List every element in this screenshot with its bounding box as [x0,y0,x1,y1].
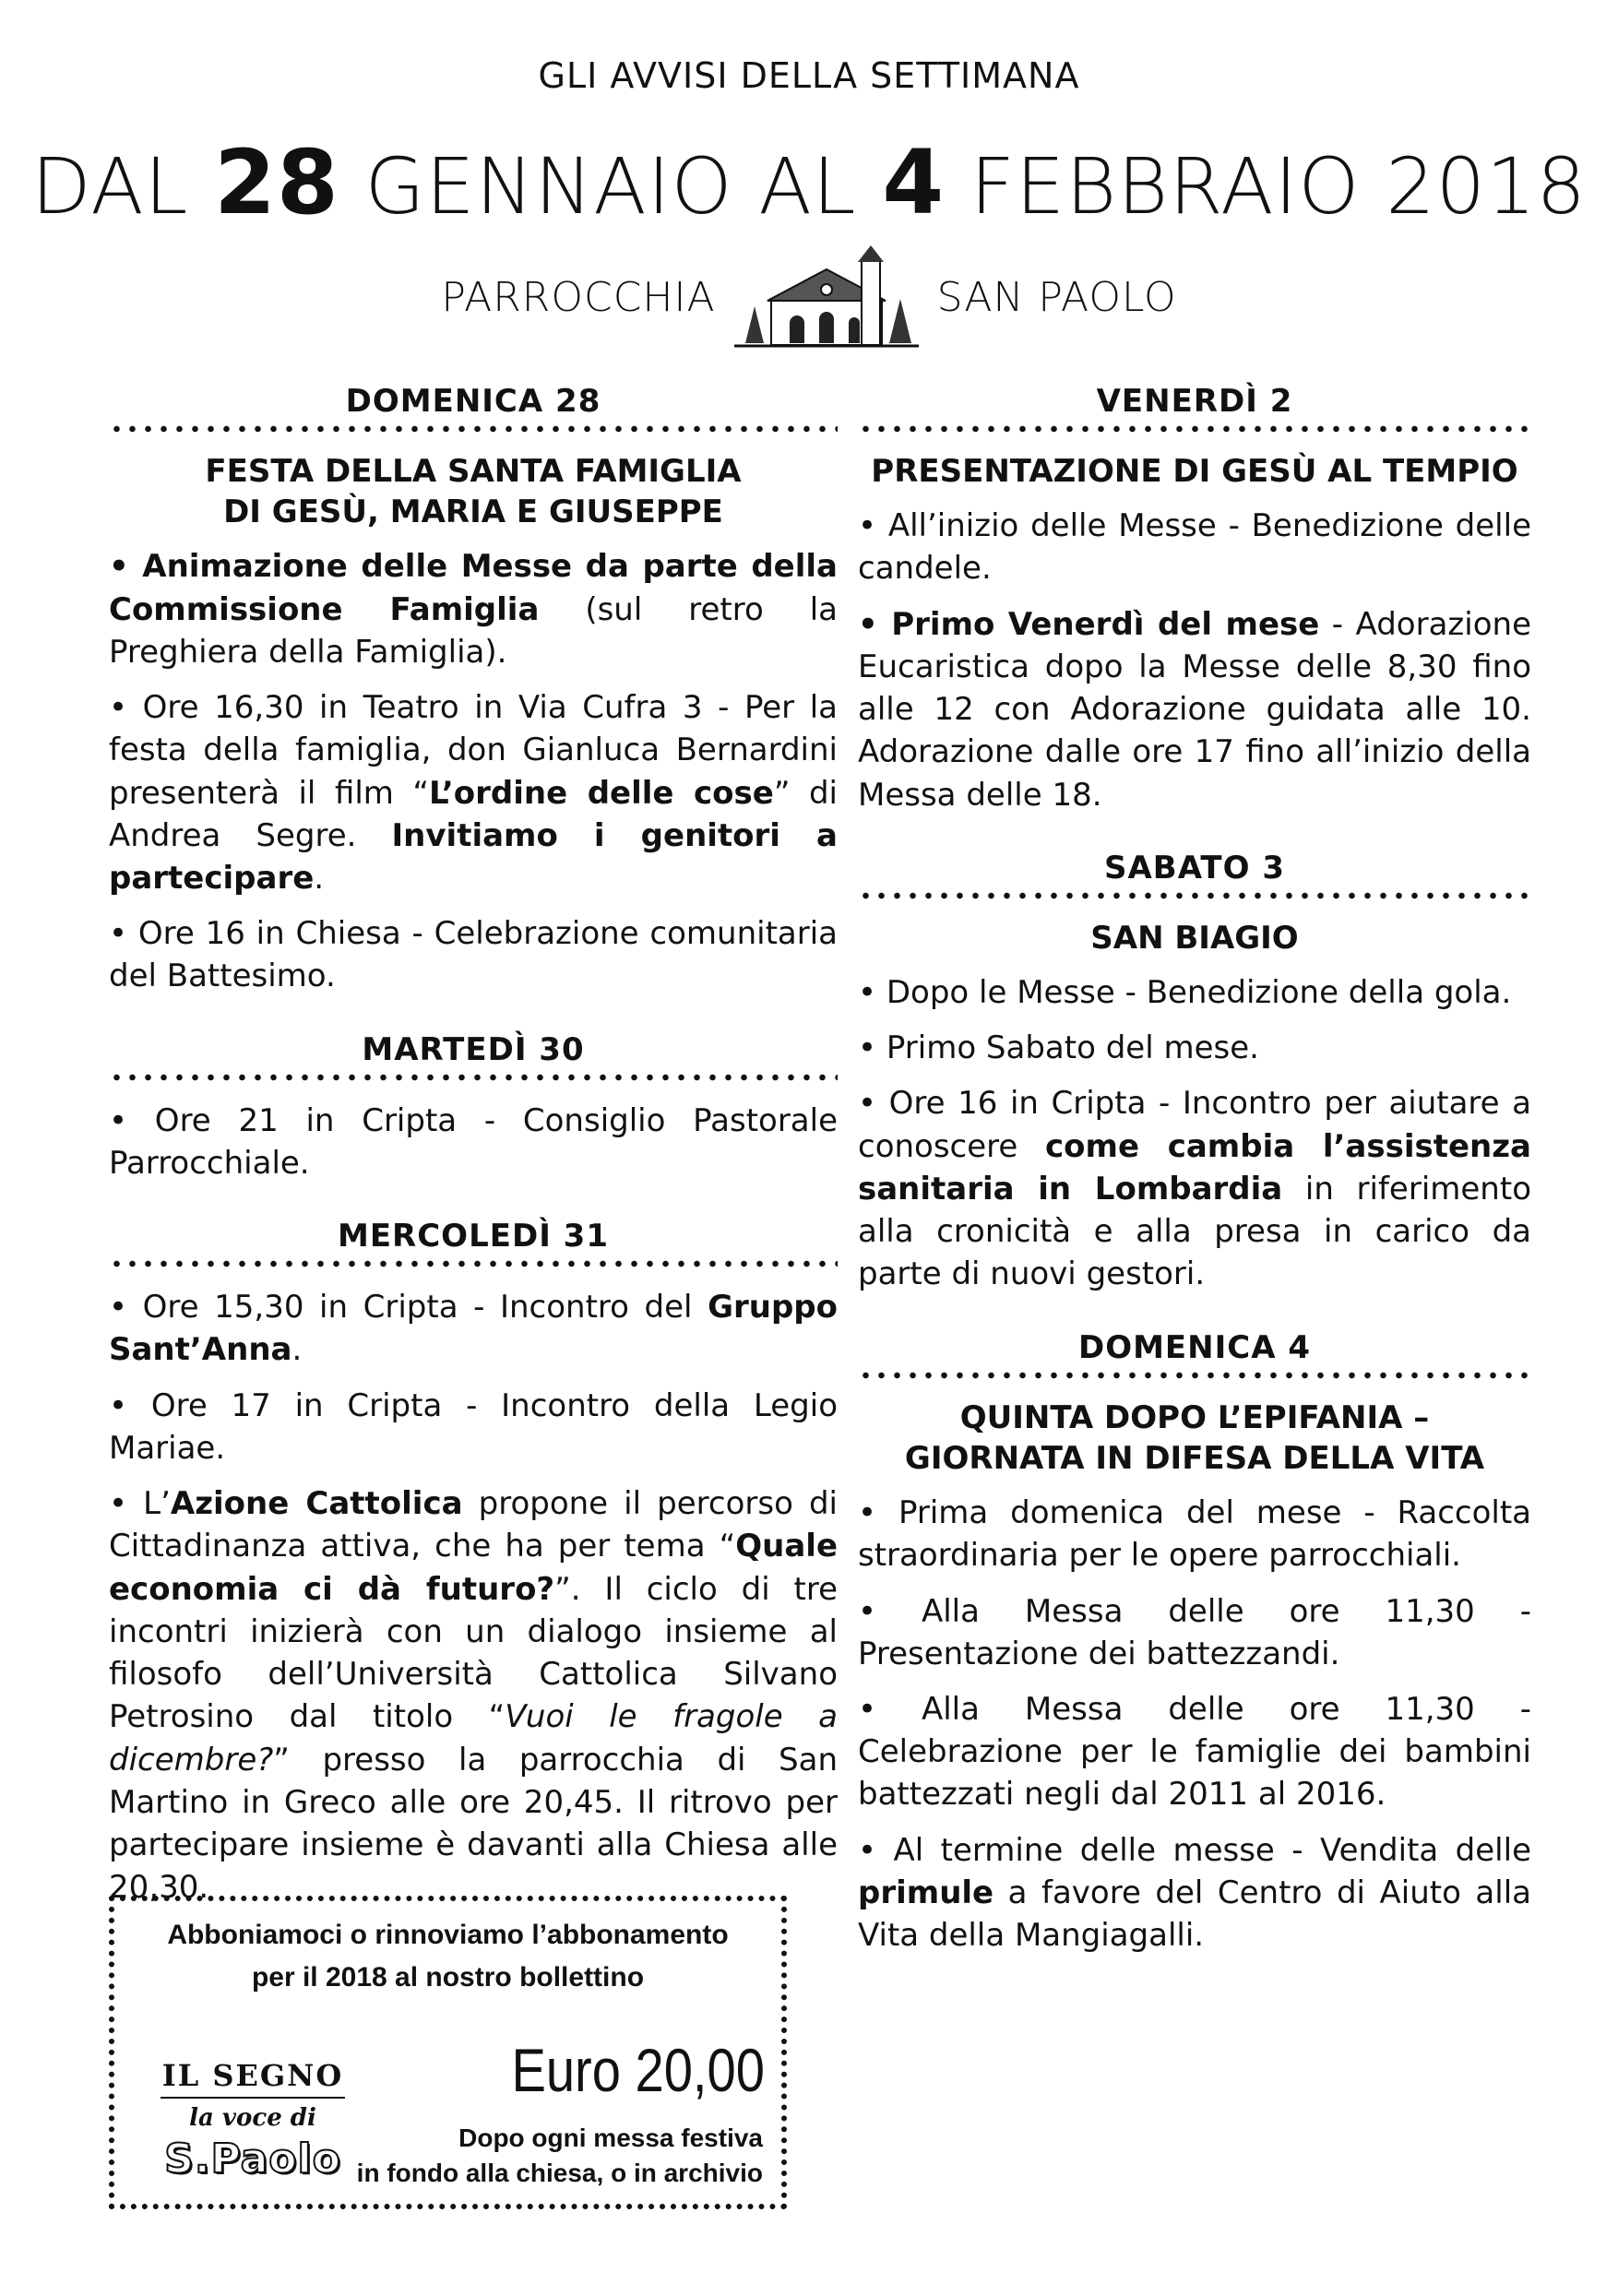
section-title: SAN BIAGIO [1090,919,1299,957]
text: • Al termine delle messe - Vendita delle [858,1831,1531,1869]
day-heading: VENERDÌ 2 [1096,383,1293,420]
section-domenica-4 [858,1329,1531,1957]
notice-item: • Dopo le Messe - Benedizione della gola. [858,974,1512,1012]
dotted-divider [858,892,1531,899]
date-start-number: 28 [214,131,339,234]
text: • L’ [109,1485,171,1523]
notice-item [109,686,838,899]
notice-item [858,1829,1531,1957]
text: propone il percorso di Cittadinanza attiva, che ha per tema “ [109,1485,838,1565]
notice-item [109,1286,838,1371]
text: • Ore 15,30 in Cripta - Incontro del [109,1289,708,1326]
text: a favore del Centro di Aiuto alla Vita della Mangiagalli. [858,1874,1531,1955]
bold-text: primule [858,1874,994,1911]
notice-item: • Ore 21 in Cripta - Consiglio Pastorale Parrocchiale. [109,1101,838,1182]
text: • Ore 16,30 in Teatro in Via Cufra 3 - Per la festa della famiglia, don Gianluca Bernardini presenterà il film “ [109,689,838,812]
logo-la-voce: la voce di [189,2104,316,2132]
text: ” presso la parrocchia di San Martino in Greco alle ore 20,45. Il ritrovo per partecipare insieme è davanti alla Chiesa alle 20,30. [109,1741,838,1907]
notice-item: • Ore 17 in Cripta - Incontro della Legio Mariae. [109,1386,838,1467]
dotted-divider [858,1372,1531,1379]
text: . [291,1331,303,1369]
section-domenica-28 [109,383,838,998]
film-title: L’ordine delle cose [429,774,774,812]
italic-title: Vuoi le fragole a dicembre? [109,1698,838,1779]
logo-il-segno: IL SEGNO [161,2058,344,2093]
parish-label: PARROCCHIA [441,273,716,321]
notice-item: • All’inizio delle Messe - Benedizione delle candele. [858,507,1531,588]
section-title [858,1398,1531,1479]
text: • Ore 16 in Cripta - Incontro per aiutare a conoscere [858,1085,1531,1165]
date-start-month: GENNAIO AL [339,141,883,232]
text: in riferimento alla cronicità e alla presa in carico da parte di nuovi gestori. [858,1170,1531,1293]
notice-item [109,1482,838,1909]
notice-item [858,603,1531,816]
title-line: QUINTA DOPO L’EPIFANIA – [959,1398,1430,1436]
dotted-divider [858,425,1531,433]
bold-text: Quale economia ci dà futuro? [109,1528,838,1608]
date-end-month: FEBBRAIO 2018 [945,141,1587,232]
notice-item: • Ore 16 in Chiesa - Celebrazione comunitaria del Battesimo. [109,915,838,995]
bold-text: • Primo Venerdì del mese [858,605,1320,643]
title-line: DI GESÙ, MARIA E GIUSEPPE [223,494,723,531]
bold-text: Gruppo Sant’Anna [109,1289,838,1369]
logo-s-paolo: S.Paolo [164,2135,341,2183]
parish-row [0,242,1618,352]
text: ” di Andrea Segre. [109,774,838,854]
section-title [109,451,838,532]
left-column [109,383,838,1921]
section-venerdi-2 [858,383,1531,816]
subscription-line-2: per il 2018 al nostro bollettino [251,1962,645,1993]
text: - Adorazione Eucaristica dopo la Messe delle 8,30 fino alle 12 con Adorazione guidata alle 10. Adorazione dalle ore 17 fino all’inizio della Messa delle 18. [858,605,1531,814]
date-prefix: DAL [30,141,215,232]
section-sabato-3 [858,850,1531,1296]
title-line: FESTA DELLA SANTA FAMIGLIA [205,453,742,490]
dotted-divider [109,1074,838,1081]
day-heading: DOMENICA 28 [345,383,601,420]
section-mercoledi-31 [109,1218,838,1909]
parish-name: SAN PAOLO [936,273,1177,321]
bold-text: Invitiamo i genitori a partecipare [109,816,838,898]
notice-item [109,545,838,673]
right-column [858,383,1531,1969]
notice-item: • Primo Sabato del mese. [858,1029,1259,1067]
notice-item: • Prima domenica del mese - Raccolta straordinaria per le opere parrocchiali. [858,1494,1531,1575]
subscription-line-1: Abboniamoci o rinnoviamo l’abbonamento [167,1920,729,1950]
day-heading: MERCOLEDÌ 31 [337,1218,609,1255]
section-martedi-30 [109,1031,838,1184]
dotted-divider [109,425,838,433]
church-icon [734,242,919,352]
title-line: GIORNATA IN DIFESA DELLA VITA [904,1439,1485,1477]
bold-text: come cambia l’assistenza sanitaria in Lombardia [858,1127,1531,1207]
date-end-number: 4 [882,131,946,234]
text: ”. Il ciclo di tre incontri inizierà con un dialogo insieme al filosofo dell’Università Cattolica Silvano Petrosino dal titolo “ [109,1570,838,1736]
note-line: in fondo alla chiesa, o in archivio [356,2158,763,2187]
bold-text: • Animazione delle Messe da parte della Commissione Famiglia [109,548,838,628]
section-title: PRESENTAZIONE DI GESÙ AL TEMPIO [871,453,1518,490]
date-range [0,131,1618,234]
bold-text: Azione Cattolica [170,1485,463,1523]
subscription-price: Euro 20,00 [511,2036,765,2104]
day-heading: DOMENICA 4 [1077,1328,1312,1366]
subscription-box [109,1896,787,2209]
kicker: GLI AVVISI DELLA SETTIMANA [538,55,1080,96]
text: (sul retro la Preghiera della Famiglia). [109,590,838,671]
bulletin-logo [142,2058,363,2183]
note-line: Dopo ogni messa festiva [458,2124,763,2152]
subscription-note [357,2121,763,2191]
dotted-divider [109,1260,838,1267]
notice-item: • Alla Messa delle ore 11,30 - Celebrazione per le famiglie dei bambini battezzati negli dal 2011 al 2016. [858,1690,1531,1814]
text: . [314,860,325,898]
day-heading: SABATO 3 [1104,849,1285,886]
notice-item [858,1082,1531,1295]
day-heading: MARTEDÌ 30 [362,1030,585,1068]
notice-item: • Alla Messa delle ore 11,30 - Presentazione dei battezzandi. [858,1592,1531,1672]
